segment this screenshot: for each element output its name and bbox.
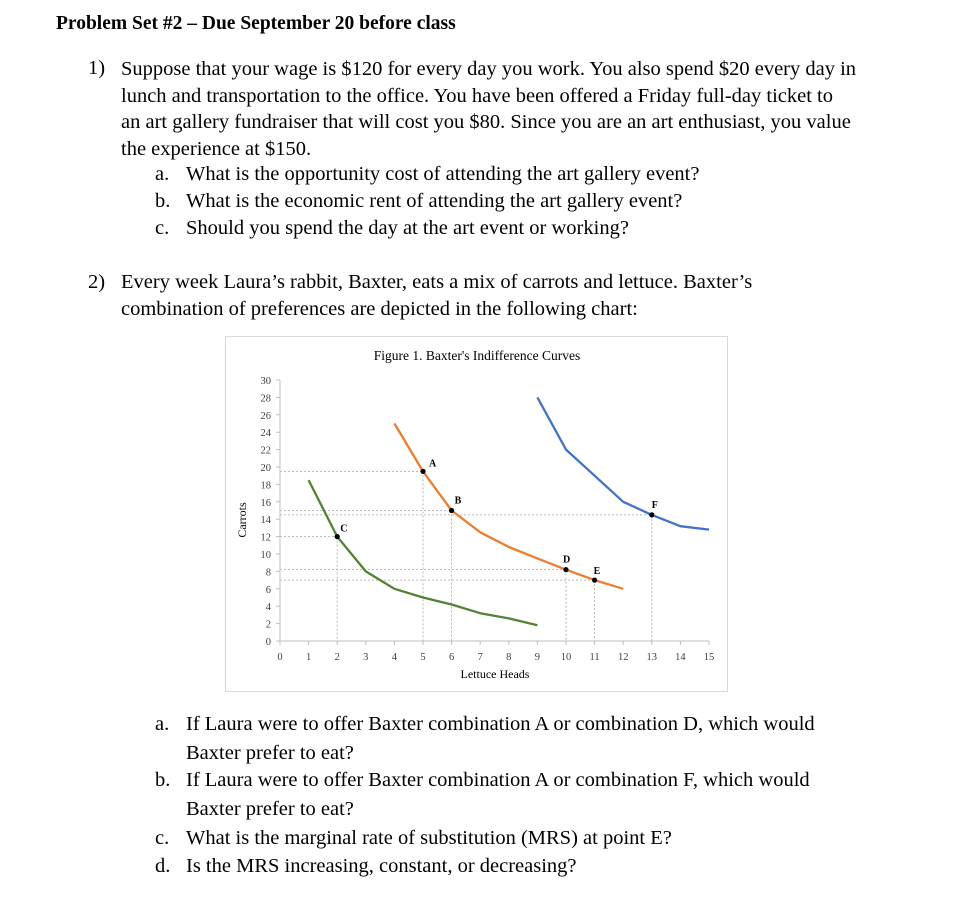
y-tick-label: 10: [260, 550, 271, 561]
point-e: [592, 578, 597, 583]
y-tick-label: 14: [260, 515, 271, 527]
x-tick-label: 5: [420, 652, 426, 663]
x-tick-label: 6: [448, 652, 455, 663]
point-c: [335, 534, 340, 539]
sub-text-line: If Laura were to offer Baxter combination A or combination F, which would: [186, 769, 810, 791]
sub-text: What is the economic rent of attending the art gallery event?: [186, 190, 683, 212]
y-tick-label: 24: [260, 428, 271, 440]
y-tick-label: 28: [260, 393, 271, 405]
point-label-d: D: [563, 554, 571, 566]
x-tick-label: 8: [506, 652, 512, 663]
sub-text-line: Baxter prefer to eat?: [186, 797, 354, 820]
point-label-c: C: [340, 523, 348, 535]
y-tick-label: 2: [265, 619, 271, 631]
x-axis-label: Lettuce Heads: [460, 667, 530, 681]
x-tick-label: 4: [391, 652, 398, 663]
sub-text: [186, 824, 672, 853]
question-2-line: Every week Laura’s rabbit, Baxter, eats a mix of carrots and lettuce. Baxter’s: [121, 271, 753, 293]
point-label-a: A: [429, 458, 437, 470]
sub-text-line: Is the MRS increasing, constant, or decreasing?: [186, 855, 577, 877]
sub-label: a.: [155, 713, 170, 735]
sub-text-line: Baxter prefer to eat?: [186, 741, 354, 764]
y-tick-label: 4: [265, 602, 271, 614]
point-label-f: F: [651, 499, 658, 511]
sub-label: c.: [155, 217, 170, 239]
y-tick-label: 18: [260, 480, 271, 492]
question-1-line: Suppose that your wage is $120 for every day you work. You also spend $20 every day in: [121, 58, 857, 80]
sub-label: d.: [155, 855, 171, 877]
y-tick-label: 26: [260, 410, 271, 422]
point-f: [649, 512, 654, 517]
indifference-curve-2: [394, 424, 623, 589]
indifference-curve-3: [537, 397, 709, 529]
y-tick-label: 6: [265, 584, 271, 596]
chart-title: Figure 1. Baxter's Indifference Curves: [373, 348, 581, 363]
y-tick-label: 22: [260, 445, 271, 457]
x-tick-label: 3: [363, 652, 369, 663]
sub-label: b.: [155, 769, 171, 791]
sub-text: [186, 852, 577, 881]
point-a: [420, 469, 425, 474]
sub-text: Should you spend the day at the art event or working?: [186, 217, 629, 239]
question-1-number: 1): [88, 57, 106, 79]
x-tick-label: 9: [534, 652, 541, 663]
y-tick-label: 30: [260, 376, 271, 387]
question-2-number: 2): [88, 271, 106, 293]
question-2-line: combination of preferences are depicted in the following chart:: [121, 297, 638, 320]
point-b: [449, 508, 454, 513]
x-tick-label: 15: [703, 652, 715, 663]
point-label-e: E: [593, 566, 601, 578]
point-label-b: B: [454, 495, 462, 507]
x-tick-label: 12: [617, 652, 629, 663]
y-tick-label: 16: [260, 497, 271, 509]
y-tick-label: 8: [265, 567, 271, 579]
question-1-text: [121, 56, 856, 162]
sub-text-line: If Laura were to offer Baxter combination A or combination D, which would: [186, 713, 815, 735]
sub-text: [186, 766, 810, 823]
point-d: [563, 567, 568, 572]
x-tick-label: 7: [477, 652, 483, 663]
x-tick-label: 10: [560, 652, 572, 663]
question-2-text: [121, 269, 752, 322]
sub-text-line: What is the marginal rate of substitution (MRS) at point E?: [186, 827, 672, 849]
figure-1: [225, 336, 728, 692]
y-tick-label: 20: [260, 463, 271, 474]
x-tick-label: 14: [675, 652, 686, 663]
sub-text: [186, 710, 815, 767]
indifference-chart: [226, 337, 729, 693]
sub-label: c.: [155, 827, 170, 849]
sub-label: b.: [155, 190, 171, 212]
page-title: Problem Set #2 – Due September 20 before class: [56, 13, 456, 34]
sub-label: a.: [155, 163, 170, 185]
y-tick-label: 0: [265, 637, 271, 648]
sub-text: What is the opportunity cost of attending the art gallery event?: [186, 163, 700, 185]
y-tick-label: 12: [260, 532, 271, 544]
x-tick-label: 0: [277, 652, 283, 663]
x-tick-label: 2: [334, 652, 340, 663]
question-1-line: lunch and transportation to the office. You have been offered a Friday full-day ticket to: [121, 84, 833, 107]
question-1-line: the experience at $150.: [121, 137, 312, 160]
y-axis-label: Carrots: [235, 502, 249, 538]
x-tick-label: 13: [646, 652, 658, 663]
question-1-line: an art gallery fundraiser that will cost you $80. Since you are an art enthusiast, you value: [121, 111, 851, 133]
x-tick-label: 11: [589, 652, 600, 663]
x-tick-label: 1: [305, 652, 312, 663]
